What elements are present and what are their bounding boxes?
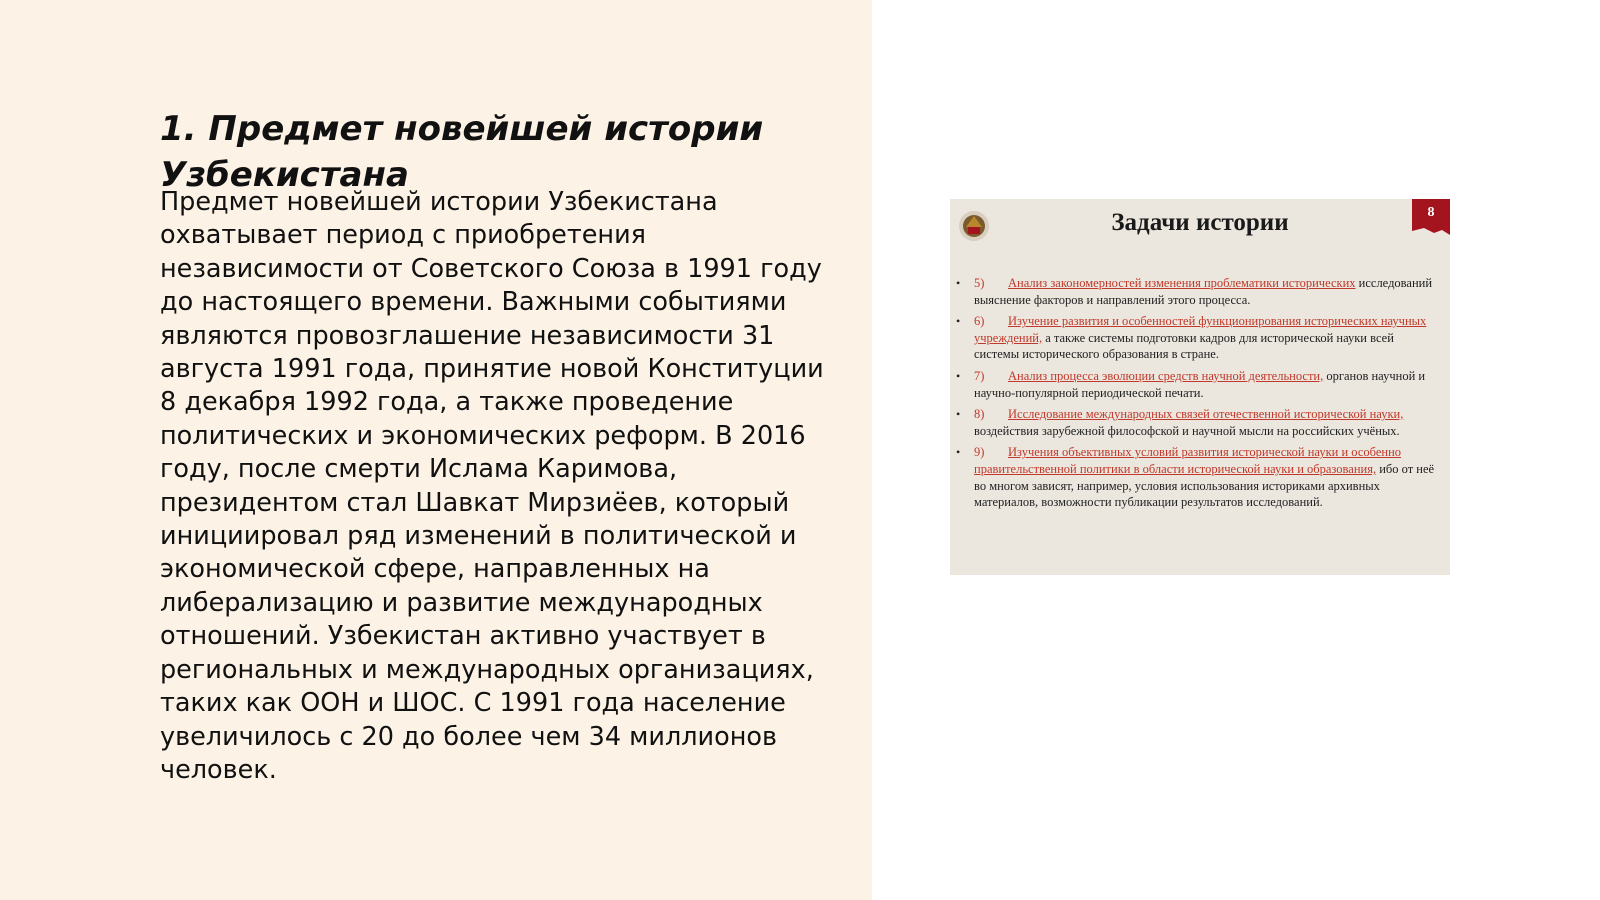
task-highlight: Анализ процесса эволюции средств научной деятельности,	[1008, 368, 1324, 383]
bullet-icon: •	[956, 276, 961, 290]
bullet-icon: •	[956, 368, 961, 383]
task-list-item	[956, 406, 1440, 439]
slide-body-text: Предмет новейшей истории Узбекистана охватывает период с приобретения независимости от Советского Союза в 1991 году до настоящего времени. Важными событиями являются провозглашение независимости 31 августа 1991 года, принятие новой Конституции 8 декабря 1992 года, а также проведение политических и экономических реформ. В 2016 году, после смерти Ислама Каримова, президентом стал Шавкат Мирзиёев, который инициировал ряд изменений в политической и экономической сфере, направленных на либерализацию и развитие международных отношений. Узбекистан активно участвует в региональных и международных организациях, таких как ООН и ШОС. С 1991 года население увеличилось с 20 до более чем 34 миллионов человек.	[160, 187, 824, 785]
task-text: ибо от неё во многом зависят, например, условия использования историками архивных материалов, возможности публикации результатов исследований.	[974, 461, 1435, 510]
task-text: исследований выяснение факторов и направлений этого процесса.	[974, 276, 1433, 307]
bullet-icon: •	[956, 445, 961, 460]
task-highlight: Исследование международных связей отечественной исторической науки,	[1008, 407, 1404, 422]
slide-title: 1. Предмет новейшей истории Узбекистана	[160, 109, 764, 195]
task-text: органов научной и научно-популярной периодической печати.	[974, 368, 1426, 400]
task-highlight: Изучение развития и особенностей функционирования исторических научных учреждений,	[974, 314, 1427, 345]
task-number: 8)	[974, 407, 985, 422]
task-list-item	[956, 368, 1440, 401]
task-text: а также системы подготовки кадров для исторической науки всей системы исторического образования в стране.	[974, 330, 1394, 362]
task-list-item	[956, 444, 1440, 510]
task-number: 5)	[974, 276, 985, 290]
task-list-item	[956, 275, 1440, 308]
image-title: Задачи истории	[1111, 209, 1289, 236]
bullet-icon: •	[956, 407, 961, 422]
bullet-icon: •	[956, 314, 961, 329]
task-number: 7)	[974, 368, 985, 383]
task-highlight: Анализ закономерностей изменения проблематики исторических	[1008, 276, 1356, 290]
task-list-item	[956, 313, 1440, 363]
task-list	[956, 275, 1440, 516]
page-number: 8	[1427, 205, 1435, 220]
task-number: 6)	[974, 314, 985, 329]
task-text: воздействия зарубежной философской и научной мысли на российских учёных.	[974, 423, 1400, 438]
slide-image	[950, 199, 1450, 575]
task-number: 9)	[974, 445, 985, 460]
task-highlight: Изучения объективных условий развития исторической науки и особенно правительственной политики в области исторической науки и образования,	[974, 445, 1402, 476]
